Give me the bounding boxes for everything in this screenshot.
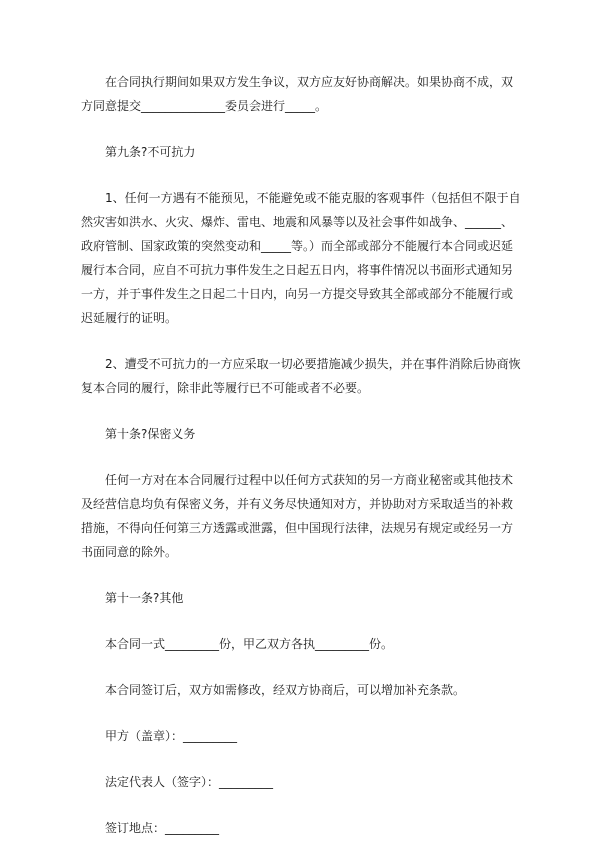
- signing-place-line: 签订地点：_________: [105, 821, 220, 835]
- article-10-heading: 第十条?保密义务: [105, 427, 196, 441]
- document-body: [81, 70, 521, 840]
- article-9-heading: 第九条?不可抗力: [105, 145, 196, 159]
- dispute-resolution-paragraph: 在合同执行期间如果双方发生争议，双方应友好协商解决。如果协商不成，双方同意提交______________委员会进行_____。: [81, 75, 514, 113]
- force-majeure-clause-1: 1、任何一方遇有不能预见，不能避免或不能克服的客观事件（包括但不限于自然灾害如洪水、火灾、爆炸、雷电、地震和风暴等以及社会事件如战争、______、政府管制、国家政策的突然变动和_____等。）而全部或部分不能履行本合同或迟延履行本合同，应自不可抗力事件发生之日起五日内，将事件情况以书面形式通知另一方，并于事件发生之日起二十日内，向另一方提交导致其全部或部分不能履行或迟延履行的证明。: [81, 191, 521, 325]
- article-11-heading: 第十一条?其他: [105, 591, 184, 605]
- copies-paragraph: 本合同一式_________份，甲乙双方各执_________份。: [105, 637, 394, 651]
- amendment-paragraph: 本合同签订后，双方如需修改，经双方协商后，可以增加补充条款。: [105, 683, 466, 697]
- legal-representative-line: 法定代表人（签字）：_________: [105, 775, 274, 789]
- party-a-seal-line: 甲方（盖章）：_________: [105, 729, 238, 743]
- confidentiality-paragraph: 任何一方对在本合同履行过程中以任何方式获知的另一方商业秘密或其他技术及经营信息均负有保密义务，并有义务尽快通知对方，并协助对方采取适当的补救措施，不得向任何第三方透露或泄露，但中国现行法律，法规另有规定或经另一方书面同意的除外。: [81, 473, 514, 559]
- force-majeure-clause-2: 2、遭受不可抗力的一方应采取一切必要措施减少损失，并在事件消除后协商恢复本合同的履行，除非此等履行已不可能或者不必要。: [81, 357, 521, 395]
